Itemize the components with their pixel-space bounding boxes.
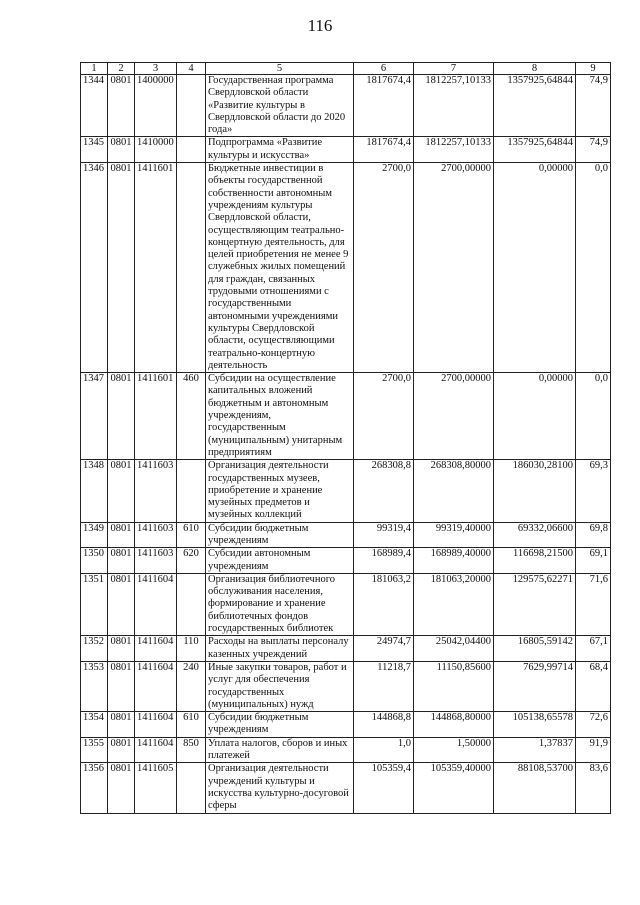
value-col6: 24974,7 — [354, 636, 414, 662]
value-col9: 69,1 — [576, 548, 611, 574]
target-article-code: 1411604 — [135, 737, 177, 763]
value-col9: 67,1 — [576, 636, 611, 662]
value-col7: 99319,40000 — [414, 522, 494, 548]
expense-type-code — [177, 163, 206, 373]
value-col7: 1812257,10133 — [414, 75, 494, 137]
value-col7: 181063,20000 — [414, 573, 494, 635]
item-name: Организация деятельности учреждений культуры и искусства культурно-досуговой сферы — [206, 763, 354, 813]
item-name: Субсидии на осуществление капитальных вложений бюджетным и автономным учреждениям, государственным (муниципальным) унитарным предприятиям — [206, 373, 354, 460]
value-col6: 1817674,4 — [354, 75, 414, 137]
header-cell: 7 — [414, 63, 494, 75]
section-code: 0801 — [108, 661, 135, 711]
value-col8: 0,00000 — [494, 373, 576, 460]
expense-type-code — [177, 573, 206, 635]
value-col9: 0,0 — [576, 163, 611, 373]
row-number: 1352 — [81, 636, 108, 662]
expense-type-code: 620 — [177, 548, 206, 574]
value-col9: 68,4 — [576, 661, 611, 711]
value-col7: 268308,80000 — [414, 460, 494, 522]
item-name: Уплата налогов, сборов и иных платежей — [206, 737, 354, 763]
section-code: 0801 — [108, 163, 135, 373]
section-code: 0801 — [108, 573, 135, 635]
target-article-code: 1410000 — [135, 137, 177, 163]
expense-type-code: 610 — [177, 522, 206, 548]
header-cell: 9 — [576, 63, 611, 75]
target-article-code: 1411604 — [135, 573, 177, 635]
value-col7: 2700,00000 — [414, 163, 494, 373]
row-number: 1356 — [81, 763, 108, 813]
header-cell: 3 — [135, 63, 177, 75]
value-col6: 168989,4 — [354, 548, 414, 574]
value-col9: 0,0 — [576, 373, 611, 460]
budget-table — [80, 62, 611, 814]
target-article-code: 1411604 — [135, 636, 177, 662]
row-number: 1350 — [81, 548, 108, 574]
section-code: 0801 — [108, 737, 135, 763]
value-col8: 1357925,64844 — [494, 75, 576, 137]
table-row — [81, 636, 611, 662]
target-article-code: 1411605 — [135, 763, 177, 813]
table-row — [81, 763, 611, 813]
value-col7: 105359,40000 — [414, 763, 494, 813]
value-col9: 91,9 — [576, 737, 611, 763]
item-name: Субсидии бюджетным учреждениям — [206, 712, 354, 738]
item-name: Организация деятельности государственных музеев, приобретение и хранение музейных предметов и музейных коллекций — [206, 460, 354, 522]
value-col8: 1357925,64844 — [494, 137, 576, 163]
header-row — [81, 63, 611, 75]
value-col6: 105359,4 — [354, 763, 414, 813]
value-col9: 74,9 — [576, 75, 611, 137]
value-col8: 16805,59142 — [494, 636, 576, 662]
expense-type-code: 240 — [177, 661, 206, 711]
section-code: 0801 — [108, 636, 135, 662]
value-col6: 2700,0 — [354, 163, 414, 373]
section-code: 0801 — [108, 460, 135, 522]
section-code: 0801 — [108, 763, 135, 813]
expense-type-code: 850 — [177, 737, 206, 763]
section-code: 0801 — [108, 137, 135, 163]
value-col8: 129575,62271 — [494, 573, 576, 635]
target-article-code: 1411601 — [135, 373, 177, 460]
target-article-code: 1411603 — [135, 460, 177, 522]
section-code: 0801 — [108, 548, 135, 574]
header-cell: 1 — [81, 63, 108, 75]
item-name: Иные закупки товаров, работ и услуг для обеспечения государственных (муниципальных) нужд — [206, 661, 354, 711]
value-col6: 144868,8 — [354, 712, 414, 738]
target-article-code: 1411604 — [135, 712, 177, 738]
table-row — [81, 75, 611, 137]
section-code: 0801 — [108, 522, 135, 548]
item-name: Субсидии бюджетным учреждениям — [206, 522, 354, 548]
value-col9: 71,6 — [576, 573, 611, 635]
value-col6: 268308,8 — [354, 460, 414, 522]
header-cell: 8 — [494, 63, 576, 75]
item-name: Организация библиотечного обслуживания населения, формирование и хранение библиотечных фондов государственных библиотек — [206, 573, 354, 635]
table-row — [81, 737, 611, 763]
table-row — [81, 573, 611, 635]
table-row — [81, 373, 611, 460]
row-number: 1344 — [81, 75, 108, 137]
section-code: 0801 — [108, 373, 135, 460]
target-article-code: 1400000 — [135, 75, 177, 137]
page-number: 116 — [307, 16, 333, 35]
target-article-code: 1411601 — [135, 163, 177, 373]
table-body — [81, 75, 611, 814]
value-col8: 0,00000 — [494, 163, 576, 373]
value-col6: 99319,4 — [354, 522, 414, 548]
value-col8: 88108,53700 — [494, 763, 576, 813]
row-number: 1355 — [81, 737, 108, 763]
value-col6: 2700,0 — [354, 373, 414, 460]
section-code: 0801 — [108, 75, 135, 137]
row-number: 1349 — [81, 522, 108, 548]
expense-type-code: 460 — [177, 373, 206, 460]
row-number: 1353 — [81, 661, 108, 711]
header-cell: 2 — [108, 63, 135, 75]
expense-type-code — [177, 460, 206, 522]
row-number: 1354 — [81, 712, 108, 738]
table-row — [81, 661, 611, 711]
item-name: Подпрограмма «Развитие культуры и искусства» — [206, 137, 354, 163]
value-col7: 11150,85600 — [414, 661, 494, 711]
target-article-code: 1411603 — [135, 522, 177, 548]
value-col8: 116698,21500 — [494, 548, 576, 574]
expense-type-code — [177, 763, 206, 813]
header-cell: 4 — [177, 63, 206, 75]
value-col9: 69,8 — [576, 522, 611, 548]
value-col6: 1817674,4 — [354, 137, 414, 163]
table-row — [81, 460, 611, 522]
row-number: 1347 — [81, 373, 108, 460]
value-col8: 105138,65578 — [494, 712, 576, 738]
row-number: 1345 — [81, 137, 108, 163]
expense-type-code: 610 — [177, 712, 206, 738]
value-col8: 7629,99714 — [494, 661, 576, 711]
target-article-code: 1411604 — [135, 661, 177, 711]
header-cell: 6 — [354, 63, 414, 75]
value-col7: 1,50000 — [414, 737, 494, 763]
row-number: 1348 — [81, 460, 108, 522]
table-row — [81, 712, 611, 738]
value-col6: 181063,2 — [354, 573, 414, 635]
item-name: Субсидии автономным учреждениям — [206, 548, 354, 574]
item-name: Расходы на выплаты персоналу казенных учреждений — [206, 636, 354, 662]
value-col8: 186030,28100 — [494, 460, 576, 522]
value-col9: 72,6 — [576, 712, 611, 738]
value-col6: 11218,7 — [354, 661, 414, 711]
table-row — [81, 163, 611, 373]
row-number: 1346 — [81, 163, 108, 373]
value-col8: 69332,06600 — [494, 522, 576, 548]
row-number: 1351 — [81, 573, 108, 635]
expense-type-code — [177, 137, 206, 163]
value-col8: 1,37837 — [494, 737, 576, 763]
value-col9: 83,6 — [576, 763, 611, 813]
item-name: Государственная программа Свердловской области «Развитие культуры в Свердловской области до 2020 года» — [206, 75, 354, 137]
value-col7: 25042,04400 — [414, 636, 494, 662]
value-col7: 2700,00000 — [414, 373, 494, 460]
value-col7: 168989,40000 — [414, 548, 494, 574]
header-cell: 5 — [206, 63, 354, 75]
table-row — [81, 548, 611, 574]
value-col6: 1,0 — [354, 737, 414, 763]
expense-type-code — [177, 75, 206, 137]
item-name: Бюджетные инвестиции в объекты государственной собственности автономным учреждениям культуры Свердловской области, осуществляющим театрально-концертную деятельность, для целей приобретения не менее 9 служебных жилых помещений для граждан, связанных трудовыми отношениями с государственными автономными учреждениями культуры Свердловской области, осуществляющими театрально-концертную деятельность — [206, 163, 354, 373]
expense-type-code: 110 — [177, 636, 206, 662]
value-col9: 69,3 — [576, 460, 611, 522]
target-article-code: 1411603 — [135, 548, 177, 574]
table-row — [81, 137, 611, 163]
value-col7: 1812257,10133 — [414, 137, 494, 163]
table-row — [81, 522, 611, 548]
value-col7: 144868,80000 — [414, 712, 494, 738]
section-code: 0801 — [108, 712, 135, 738]
value-col9: 74,9 — [576, 137, 611, 163]
